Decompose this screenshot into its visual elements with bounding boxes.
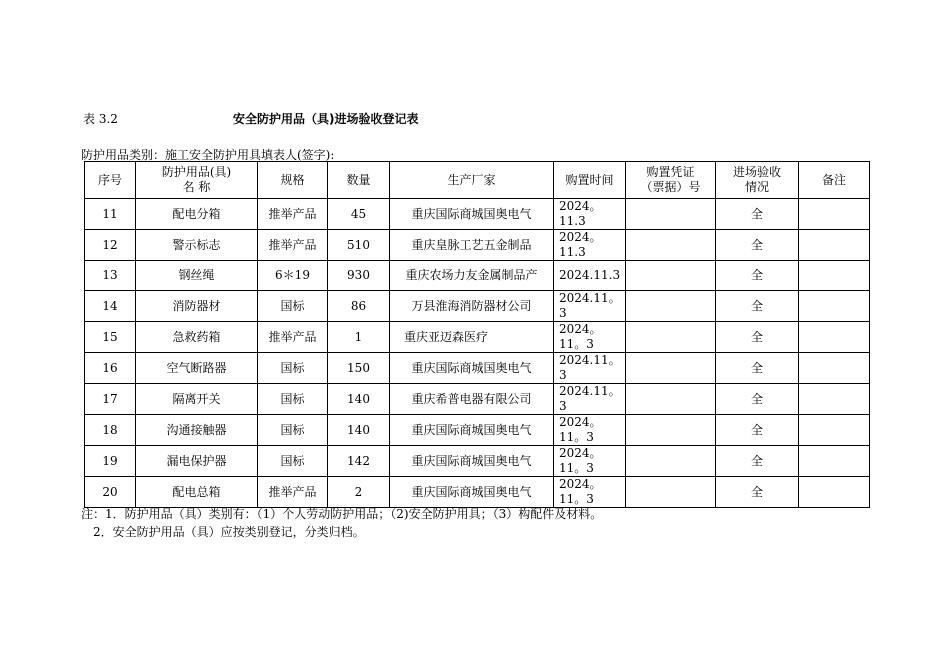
cell-voucher bbox=[626, 477, 716, 508]
col-header-maker: 生产厂家 bbox=[390, 162, 554, 199]
cell-maker: 重庆国际商城国奥电气 bbox=[390, 199, 554, 230]
cell-check: 全 bbox=[716, 353, 799, 384]
cell-spec: 推举产品 bbox=[258, 322, 328, 353]
cell-no: 15 bbox=[85, 322, 136, 353]
cell-time: 2024.11.3 bbox=[554, 261, 626, 291]
col-header-remark: 备注 bbox=[799, 162, 870, 199]
cell-spec: 6＊19 bbox=[258, 261, 328, 291]
cell-voucher bbox=[626, 291, 716, 322]
cell-no: 16 bbox=[85, 353, 136, 384]
cell-name: 警示标志 bbox=[136, 230, 258, 261]
cell-no: 13 bbox=[85, 261, 136, 291]
col-header-time: 购置时间 bbox=[554, 162, 626, 199]
cell-time: 2024。11。3 bbox=[554, 446, 626, 477]
cell-maker: 重庆国际商城国奥电气 bbox=[390, 353, 554, 384]
cell-voucher bbox=[626, 199, 716, 230]
cell-spec: 推举产品 bbox=[258, 230, 328, 261]
category-line: 防护用品类别：施工安全防护用具填表人(签字): bbox=[81, 148, 335, 162]
col-header-voucher: 购置凭证 （票据）号 bbox=[626, 162, 716, 199]
table-row bbox=[85, 477, 870, 508]
cell-spec: 推举产品 bbox=[258, 199, 328, 230]
cell-remark bbox=[799, 446, 870, 477]
cell-spec: 国标 bbox=[258, 384, 328, 415]
cell-check: 全 bbox=[716, 446, 799, 477]
cell-maker: 重庆亚迈森医疗 bbox=[390, 322, 554, 353]
footnotes bbox=[81, 505, 602, 541]
cell-remark bbox=[799, 477, 870, 508]
table-header-row bbox=[85, 162, 870, 199]
cell-qty: 142 bbox=[328, 446, 390, 477]
table-row bbox=[85, 199, 870, 230]
cell-time: 2024。11.3 bbox=[554, 199, 626, 230]
cell-no: 17 bbox=[85, 384, 136, 415]
cell-name: 急救药箱 bbox=[136, 322, 258, 353]
page-title: 安全防护用品（具)进场验收登记表 bbox=[233, 112, 419, 126]
cell-check: 全 bbox=[716, 477, 799, 508]
col-header-spec: 规格 bbox=[258, 162, 328, 199]
cell-qty: 86 bbox=[328, 291, 390, 322]
table-row bbox=[85, 322, 870, 353]
cell-remark bbox=[799, 230, 870, 261]
cell-spec: 推举产品 bbox=[258, 477, 328, 508]
cell-no: 18 bbox=[85, 415, 136, 446]
cell-time: 2024。11。3 bbox=[554, 415, 626, 446]
col-header-no: 序号 bbox=[85, 162, 136, 199]
cell-voucher bbox=[626, 353, 716, 384]
cell-time: 2024。11。3 bbox=[554, 477, 626, 508]
cell-remark bbox=[799, 384, 870, 415]
cell-qty: 140 bbox=[328, 415, 390, 446]
cell-voucher bbox=[626, 322, 716, 353]
table-row bbox=[85, 230, 870, 261]
cell-voucher bbox=[626, 384, 716, 415]
cell-maker: 重庆皇脉工艺五金制品 bbox=[390, 230, 554, 261]
cell-qty: 2 bbox=[328, 477, 390, 508]
cell-maker: 重庆国际商城国奥电气 bbox=[390, 477, 554, 508]
table-row bbox=[85, 415, 870, 446]
cell-check: 全 bbox=[716, 415, 799, 446]
cell-qty: 510 bbox=[328, 230, 390, 261]
table-row bbox=[85, 353, 870, 384]
cell-no: 14 bbox=[85, 291, 136, 322]
cell-maker: 重庆希普电器有限公司 bbox=[390, 384, 554, 415]
cell-name: 消防器材 bbox=[136, 291, 258, 322]
cell-qty: 140 bbox=[328, 384, 390, 415]
cell-remark bbox=[799, 415, 870, 446]
footnote-2: 2．安全防护用品（具）应按类别登记，分类归档。 bbox=[93, 525, 365, 539]
cell-maker: 万县淮海消防器材公司 bbox=[390, 291, 554, 322]
cell-spec: 国标 bbox=[258, 353, 328, 384]
cell-voucher bbox=[626, 415, 716, 446]
cell-time: 2024.11。3 bbox=[554, 291, 626, 322]
table-row bbox=[85, 384, 870, 415]
cell-remark bbox=[799, 261, 870, 291]
cell-no: 11 bbox=[85, 199, 136, 230]
cell-name: 空气断路器 bbox=[136, 353, 258, 384]
cell-name: 沟通接触器 bbox=[136, 415, 258, 446]
cell-qty: 45 bbox=[328, 199, 390, 230]
cell-time: 2024.11。3 bbox=[554, 384, 626, 415]
footnote-1: 注：1．防护用品（具）类别有：（1）个人劳动防护用品；（2)安全防护用具；（3）构配件及材料。 bbox=[81, 507, 603, 521]
cell-time: 2024.11。3 bbox=[554, 353, 626, 384]
col-header-qty: 数量 bbox=[328, 162, 390, 199]
cell-check: 全 bbox=[716, 322, 799, 353]
cell-name: 配电分箱 bbox=[136, 199, 258, 230]
cell-no: 19 bbox=[85, 446, 136, 477]
cell-remark bbox=[799, 322, 870, 353]
cell-remark bbox=[799, 353, 870, 384]
cell-maker: 重庆国际商城国奥电气 bbox=[390, 415, 554, 446]
col-header-name: 防护用品(具) 名 称 bbox=[136, 162, 258, 199]
cell-name: 配电总箱 bbox=[136, 477, 258, 508]
cell-check: 全 bbox=[716, 261, 799, 291]
cell-time: 2024。11.3 bbox=[554, 230, 626, 261]
cell-check: 全 bbox=[716, 230, 799, 261]
cell-no: 20 bbox=[85, 477, 136, 508]
cell-voucher bbox=[626, 261, 716, 291]
cell-remark bbox=[799, 199, 870, 230]
registration-table bbox=[84, 161, 870, 508]
cell-maker: 重庆农场力友金属制品产 bbox=[390, 261, 554, 291]
cell-qty: 930 bbox=[328, 261, 390, 291]
cell-remark bbox=[799, 291, 870, 322]
table-row bbox=[85, 261, 870, 291]
cell-qty: 1 bbox=[328, 322, 390, 353]
cell-maker: 重庆国际商城国奥电气 bbox=[390, 446, 554, 477]
cell-time: 2024。11。3 bbox=[554, 322, 626, 353]
table-number: 表 3.2 bbox=[83, 112, 118, 126]
cell-qty: 150 bbox=[328, 353, 390, 384]
cell-voucher bbox=[626, 446, 716, 477]
table-row bbox=[85, 446, 870, 477]
cell-name: 钢丝绳 bbox=[136, 261, 258, 291]
cell-no: 12 bbox=[85, 230, 136, 261]
cell-name: 隔离开关 bbox=[136, 384, 258, 415]
cell-spec: 国标 bbox=[258, 291, 328, 322]
cell-check: 全 bbox=[716, 199, 799, 230]
cell-spec: 国标 bbox=[258, 415, 328, 446]
cell-check: 全 bbox=[716, 384, 799, 415]
table-row bbox=[85, 291, 870, 322]
cell-name: 漏电保护器 bbox=[136, 446, 258, 477]
col-header-check: 进场验收 情况 bbox=[716, 162, 799, 199]
cell-voucher bbox=[626, 230, 716, 261]
cell-check: 全 bbox=[716, 291, 799, 322]
cell-spec: 国标 bbox=[258, 446, 328, 477]
